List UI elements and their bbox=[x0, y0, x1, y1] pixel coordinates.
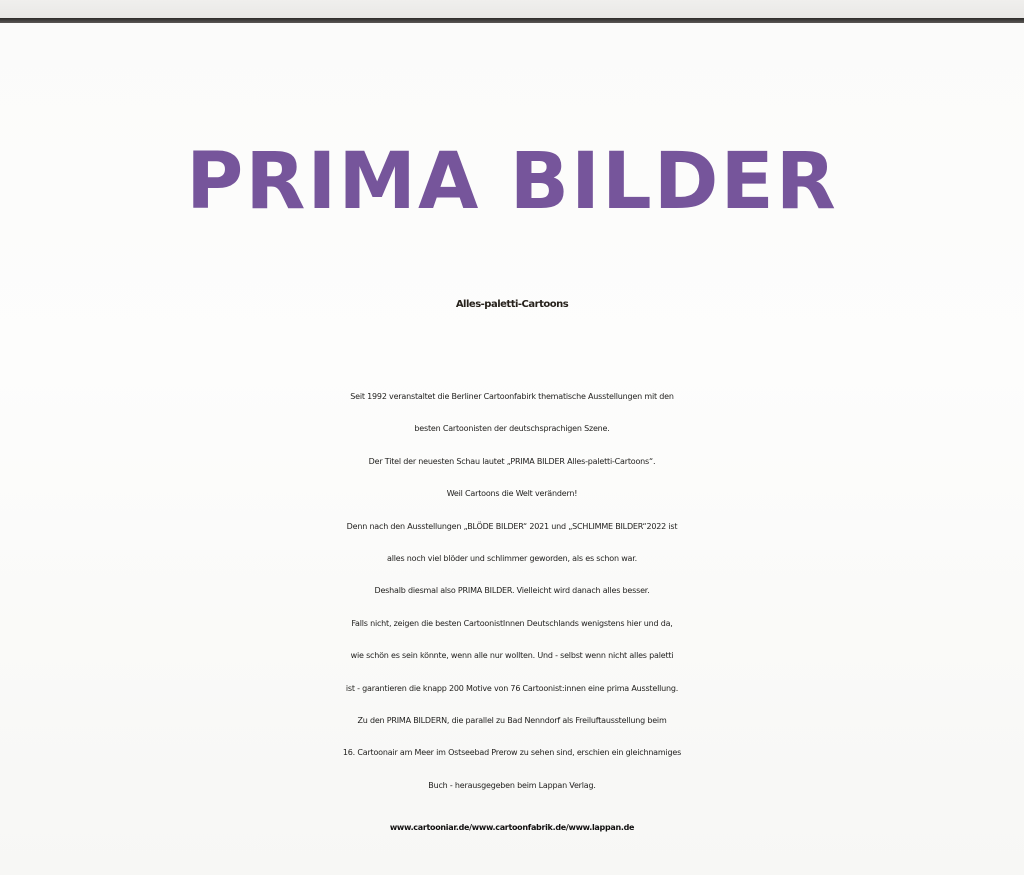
body-line: Zu den PRIMA BILDERN, die parallel zu Bad Nenndorf als Freiluftausstellung beim bbox=[357, 715, 667, 725]
body-line: besten Cartoonisten der deutschsprachigen Szene. bbox=[414, 424, 610, 434]
wall-background bbox=[0, 0, 1024, 18]
body-line: Falls nicht, zeigen die besten CartoonistInnen Deutschlands wenigstens hier und da, bbox=[351, 618, 673, 628]
body-line: Deshalb diesmal also PRIMA BILDER. Vielleicht wird danach alles besser. bbox=[374, 586, 650, 596]
poster-body bbox=[0, 381, 1024, 802]
body-line: ist - garantieren die knapp 200 Motive von 76 Cartoonist:innen eine prima Ausstellung. bbox=[345, 683, 679, 693]
body-line: wie schön es sein könnte, wenn alle nur wollten. Und - selbst wenn nicht alles paletti bbox=[350, 651, 674, 661]
body-line: Der Titel der neuesten Schau lautet „PRIMA BILDER Alles-paletti-Cartoons“. bbox=[368, 456, 656, 466]
body-line: Buch - herausgegeben beim Lappan Verlag. bbox=[428, 780, 596, 790]
body-line: Weil Cartoons die Welt verändern! bbox=[446, 489, 578, 499]
body-line: alles noch viel blöder und schlimmer geworden, als es schon war. bbox=[387, 553, 637, 563]
website-links: www.cartooniar.de/www.cartoonfabrik.de/www.lappan.de bbox=[389, 823, 635, 832]
poster-title: PRIMA BILDER bbox=[186, 137, 838, 227]
body-line: Seit 1992 veranstaltet die Berliner Cartoonfabirk thematische Ausstellungen mit den bbox=[350, 392, 674, 401]
body-line: 16. Cartoonair am Meer im Ostseebad Prerow zu sehen sind, erschien ein gleichnamiges bbox=[342, 748, 682, 758]
body-line: Denn nach den Ausstellungen „BLÖDE BILDER“ 2021 und „SCHLIMME BILDER“2022 ist bbox=[346, 521, 678, 531]
poster-subtitle: Alles-paletti-Cartoons bbox=[455, 299, 569, 310]
